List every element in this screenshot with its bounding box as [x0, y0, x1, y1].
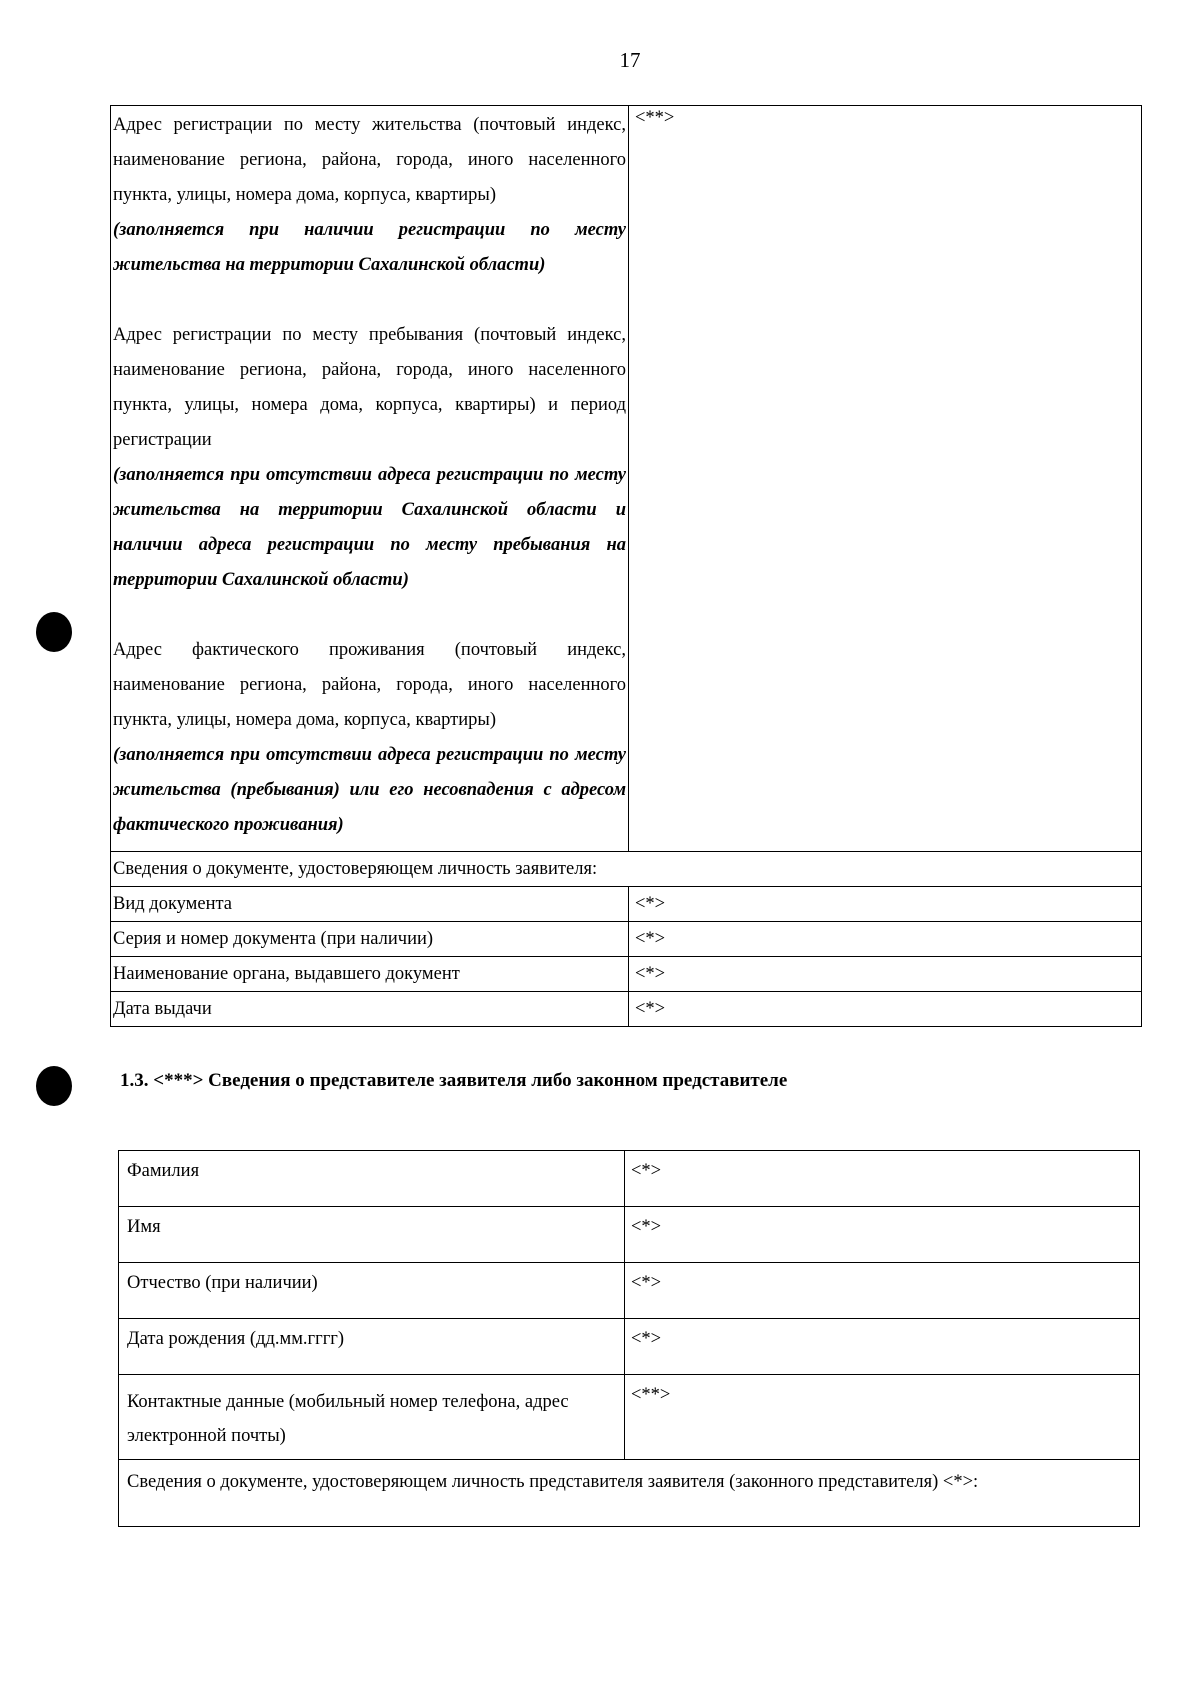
doc-type-label: Вид документа	[111, 887, 629, 922]
birth-date-label: Дата рождения (дд.мм.гггг)	[119, 1319, 625, 1375]
addr-actual-label: Адрес фактического проживания (почтовый индекс, наименование региона, района, города, иного населенного пункта, улицы, номера дома, корпуса, квартиры)	[113, 640, 626, 730]
rep-doc-header: Сведения о документе, удостоверяющем личность представителя заявителя (законного представителя) <*>:	[119, 1460, 1140, 1527]
table-row	[111, 922, 1142, 957]
surname-value[interactable]: <*>	[625, 1151, 1140, 1207]
addr-actual-note: (заполняется при отсутствии адреса регистрации по месту жительства (пребывания) или его несовпадения с адресом фактического проживания)	[113, 745, 626, 835]
doc-issuer-label: Наименование органа, выдавшего документ	[111, 957, 629, 992]
page-number: 17	[619, 48, 641, 72]
patronymic-label: Отчество (при наличии)	[119, 1263, 625, 1319]
addr-registration-residence-label: Адрес регистрации по месту жительства (почтовый индекс, наименование региона, района, города, иного населенного пункта, улицы, номера дома, корпуса, квартиры)	[113, 115, 626, 205]
birth-date-value[interactable]: <*>	[625, 1319, 1140, 1375]
doc-issue-date-value[interactable]: <*>	[629, 992, 1142, 1027]
table-row	[111, 887, 1142, 922]
applicant-address-table	[110, 105, 1142, 1027]
doc-number-value[interactable]: <*>	[629, 922, 1142, 957]
section-title: 1.3. <***> Сведения о представителе заявителя либо законном представителе	[120, 1070, 788, 1091]
rep-doc-header-row	[119, 1460, 1140, 1527]
doc-issuer-value[interactable]: <*>	[629, 957, 1142, 992]
address-labels-cell	[111, 106, 629, 852]
id-doc-header-row	[111, 852, 1142, 887]
contacts-value[interactable]: <**>	[625, 1375, 1140, 1460]
doc-type-value[interactable]: <*>	[629, 887, 1142, 922]
name-label: Имя	[119, 1207, 625, 1263]
table-row	[111, 992, 1142, 1027]
contacts-label: Контактные данные (мобильный номер телефона, адрес электронной почты)	[119, 1375, 625, 1460]
table-row	[119, 1207, 1140, 1263]
addr-registration-stay-note: (заполняется при отсутствии адреса регистрации по месту жительства на территории Сахалинской области и наличии адреса регистрации по месту пребывания на территории Сахалинской области)	[113, 465, 626, 590]
address-row	[111, 106, 1142, 852]
addr-registration-stay-label: Адрес регистрации по месту пребывания (почтовый индекс, наименование региона, района, города, иного населенного пункта, улицы, номера дома, корпуса, квартиры) и период регистрации	[113, 325, 626, 450]
table-row	[119, 1151, 1140, 1207]
name-value[interactable]: <*>	[625, 1207, 1140, 1263]
address-value-cell[interactable]: <**>	[629, 106, 1142, 852]
table-row	[119, 1375, 1140, 1460]
table-row	[119, 1263, 1140, 1319]
doc-issue-date-label: Дата выдачи	[111, 992, 629, 1027]
id-doc-header: Сведения о документе, удостоверяющем личность заявителя:	[111, 852, 1142, 887]
patronymic-value[interactable]: <*>	[625, 1263, 1140, 1319]
addr-registration-residence-note: (заполняется при наличии регистрации по месту жительства на территории Сахалинской области)	[113, 220, 626, 275]
doc-number-label: Серия и номер документа (при наличии)	[111, 922, 629, 957]
table-row	[111, 957, 1142, 992]
representative-table	[118, 1150, 1140, 1527]
punch-hole	[36, 612, 72, 652]
punch-hole	[36, 1066, 72, 1106]
table-row	[119, 1319, 1140, 1375]
surname-label: Фамилия	[119, 1151, 625, 1207]
